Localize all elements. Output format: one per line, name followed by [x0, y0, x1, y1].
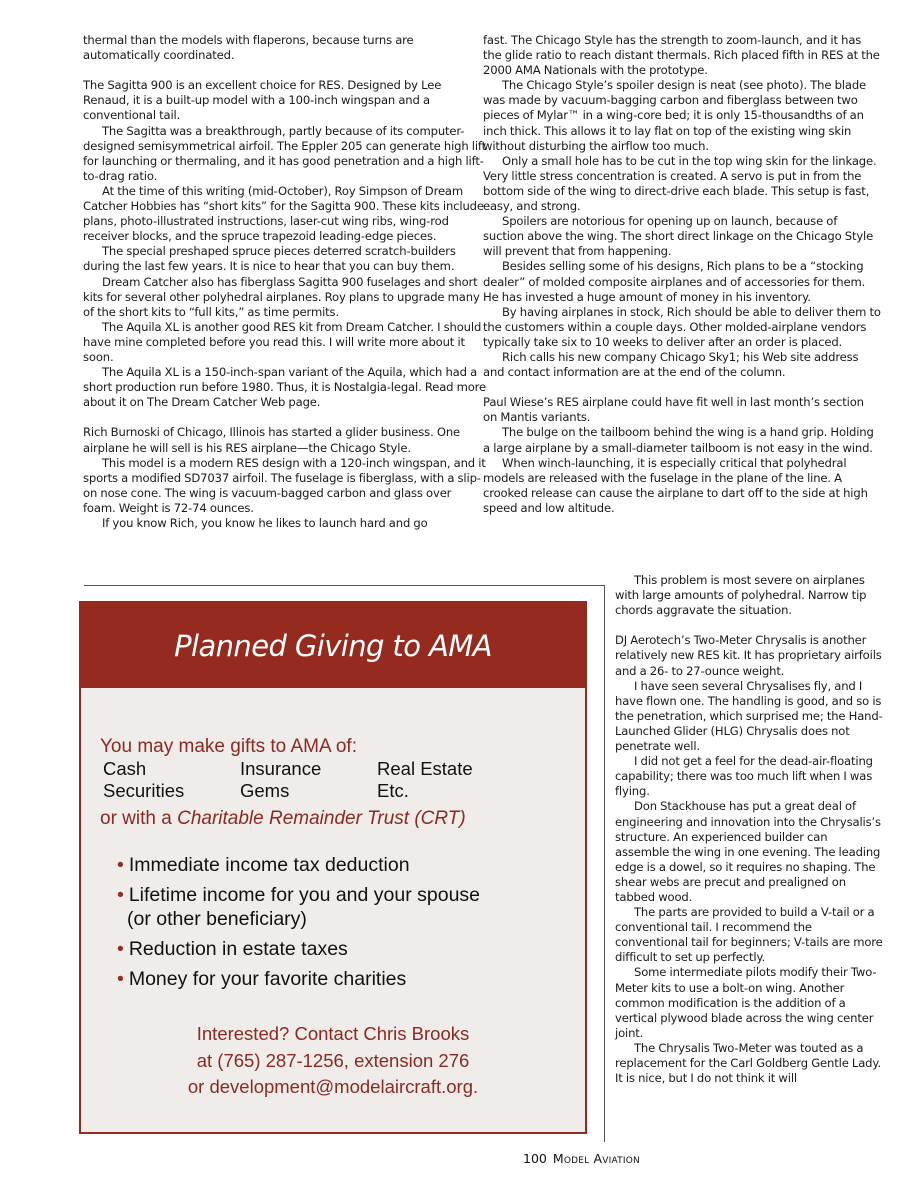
- paragraph: Rich Burnoski of Chicago, Illinois has started a glider business. One airplane he will sell is his RES airplane—the Chicago Style.: [83, 425, 460, 455]
- paragraph: This model is a modern RES design with a 120-inch wingspan, and it sports a modified SD7037 airfoil. The fuselage is fiberglass, with a slip-on nose cone. The wing is vacuum-bagged carbon and glass over foam. Weight is 72-74 ounces.: [83, 455, 486, 515]
- paragraph: Paul Wiese’s RES airplane could have fit well in last month’s section on Mantis variants.: [483, 395, 864, 425]
- benefit-item: • Lifetime income for you and your spouse (or other beneficiary): [117, 884, 481, 930]
- benefit-item: • Reduction in estate taxes: [117, 938, 348, 960]
- ad-title: Planned Giving to AMA: [81, 603, 585, 688]
- publication-name: Model Aviation: [552, 1151, 640, 1166]
- paragraph: The special preshaped spruce pieces deterred scratch-builders during the last few years. It is nice to hear that you can buy them.: [83, 244, 456, 274]
- ad-contact: [81, 1021, 585, 1101]
- page-footer: [523, 1151, 640, 1166]
- benefit-item: • Money for your favorite charities: [117, 968, 407, 990]
- paragraph: By having airplanes in stock, Rich should be able to deliver them to the customers within a couple days. Other molded-airplane vendors typically take six to 10 weeks to deliver after an order is placed.: [483, 304, 881, 349]
- benefit-item: • Immediate income tax deduction: [117, 854, 410, 876]
- bullet-icon: •: [117, 968, 124, 990]
- bullet-icon: •: [117, 938, 124, 960]
- paragraph: The Aquila XL is a 150-inch-span variant of the Aquila, which had a short production run before 1980. Thus, it is Nostalgia-legal. Read more about it on The Dream Catcher Web page.: [83, 365, 487, 410]
- paragraph: Only a small hole has to be cut in the top wing skin for the linkage. Very little stress concentration is created. A servo is put in from the bottom side of the wing to direct-drive each blade. This setup is fast, easy, and strong.: [483, 153, 877, 214]
- paragraph: Dream Catcher also has fiberglass Sagitta 900 fuselages and short kits for several other polyhedral airplanes. Roy plans to upgrade many of the short kits to “full kits,” as time permits.: [83, 274, 480, 319]
- paragraph: Some intermediate pilots modify their Two-Meter kits to use a bolt-on wing. Another common modification is the addition of a vertical plywood blade across the wing center joint.: [615, 965, 877, 1040]
- paragraph: The Chicago Style’s spoiler design is neat (see photo). The blade was made by vacuum-bagging carbon and fiberglass between two pieces of Mylar™ in a wing-core bed; it is only 15-thousandths of an inch thick. This allows it to lay flat on top of the existing wing skin without disturbing the airflow too much.: [483, 78, 867, 153]
- paragraph: fast. The Chicago Style has the strength to zoom-launch, and it has the glide ratio to reach distant thermals. Rich placed fifth in RES at the 2000 AMA Nationals with the prototype.: [483, 33, 880, 78]
- paragraph: The bulge on the tailboom behind the wing is a hand grip. Holding a large airplane by a small-diameter tailboom is not easy in the wind.: [483, 425, 874, 455]
- ad-intro: You may make gifts to AMA of:: [100, 736, 357, 757]
- crt-prefix: or with a: [100, 808, 178, 829]
- paragraph: Rich calls his new company Chicago Sky1; his Web site address and contact information are at the end of the column.: [483, 349, 859, 380]
- paragraph: If you know Rich, you know he likes to launch hard and go: [102, 516, 428, 530]
- bullet-icon: •: [117, 854, 124, 876]
- paragraph: The Chrysalis Two-Meter was touted as a replacement for the Carl Goldberg Gentle Lady. It is nice, but I do not think it will: [615, 1040, 881, 1086]
- paragraph: I did not get a feel for the dead-air-floating capability; there was too much lift when I was flying.: [615, 754, 873, 799]
- paragraph: The Sagitta was a breakthrough, partly because of its computer-designed semisymmetrical airfoil. The Eppler 205 can generate high lift for launching or thermaling, and it has good penetration and a high lift-to-drag ratio.: [83, 123, 487, 183]
- article-column-right: [483, 33, 881, 516]
- article-column-left: [83, 33, 487, 531]
- crt-label: Charitable Remainder Trust (CRT): [177, 808, 466, 829]
- crt-line: [100, 808, 466, 830]
- gift-type: Etc.: [377, 779, 409, 801]
- paragraph: Besides selling some of his designs, Rich plans to be a “stocking dealer” of molded composite airplanes and of accessories for them. He has invested a huge amount of money in his inventory.: [483, 259, 866, 304]
- paragraph: The parts are provided to build a V-tail or a conventional tail. I recommend the conventional tail for beginners; V-tails are more difficult to set up perfectly.: [615, 905, 883, 965]
- paragraph: At the time of this writing (mid-October), Roy Simpson of Dream Catcher Hobbies has “short kits” for the Sagitta 900. These kits include plans, photo-illustrated instructions, laser-cut wing ribs, wing-rod receiver blocks, and the spruce trapezoid leading-edge pieces.: [83, 183, 484, 244]
- gift-type: Securities: [103, 779, 185, 801]
- paragraph: When winch-launching, it is especially critical that polyhedral models are released with the fuselage in the plane of the line. A crooked release can cause the airplane to dart off to the side at high speed and low altitude.: [483, 455, 868, 515]
- paragraph: Spoilers are notorious for opening up on launch, because of suction above the wing. The short direct linkage on the Chicago Style will prevent that from happening.: [483, 214, 874, 259]
- paragraph: The Sagitta 900 is an excellent choice for RES. Designed by Lee Renaud, it is a built-up model with a 100-inch wingspan and a conventional tail.: [83, 78, 442, 123]
- contact-email-line: or development@modelaircraft.org.: [187, 1076, 479, 1097]
- paragraph: The Aquila XL is another good RES kit from Dream Catcher. I should have mine completed before you read this. I will write more about it soon.: [83, 319, 482, 364]
- paragraph: thermal than the models with flaperons, because turns are automatically coordinated.: [83, 33, 414, 63]
- page-number: 100: [523, 1151, 547, 1166]
- contact-name-line: Interested? Contact Chris Brooks: [196, 1023, 470, 1044]
- gift-type: Real Estate: [377, 758, 473, 779]
- paragraph: Don Stackhouse has put a great deal of engineering and innovation into the Chrysalis’s structure. An experienced builder can assemble the wing in one evening. The leading edge is a dowel, so it requires no shaping. The shear webs are precut and prealigned on tabbed wood.: [615, 799, 881, 904]
- bullet-icon: •: [117, 884, 124, 906]
- paragraph: DJ Aerotech’s Two-Meter Chrysalis is another relatively new RES kit. It has proprietary airfoils and a 26- to 27-ounce weight.: [615, 633, 882, 678]
- contact-phone-line: at (765) 287-1256, extension 276: [196, 1049, 470, 1071]
- benefits-list: [117, 853, 480, 997]
- planned-giving-ad: [79, 601, 587, 1134]
- article-column-narrow: [615, 573, 883, 1086]
- gift-types-grid: [103, 758, 514, 801]
- gift-type: Insurance: [240, 758, 322, 779]
- paragraph: This problem is most severe on airplanes with large amounts of polyhedral. Narrow tip chords aggravate the situation.: [615, 573, 867, 618]
- gift-type: Gems: [240, 779, 290, 801]
- paragraph: I have seen several Chrysalises fly, and I have flown one. The handling is good, and so is the penetration, which surprised me; the Hand-Launched Glider (HLG) Chrysalis does not penetrate well.: [615, 678, 883, 754]
- gift-type: Cash: [103, 758, 147, 779]
